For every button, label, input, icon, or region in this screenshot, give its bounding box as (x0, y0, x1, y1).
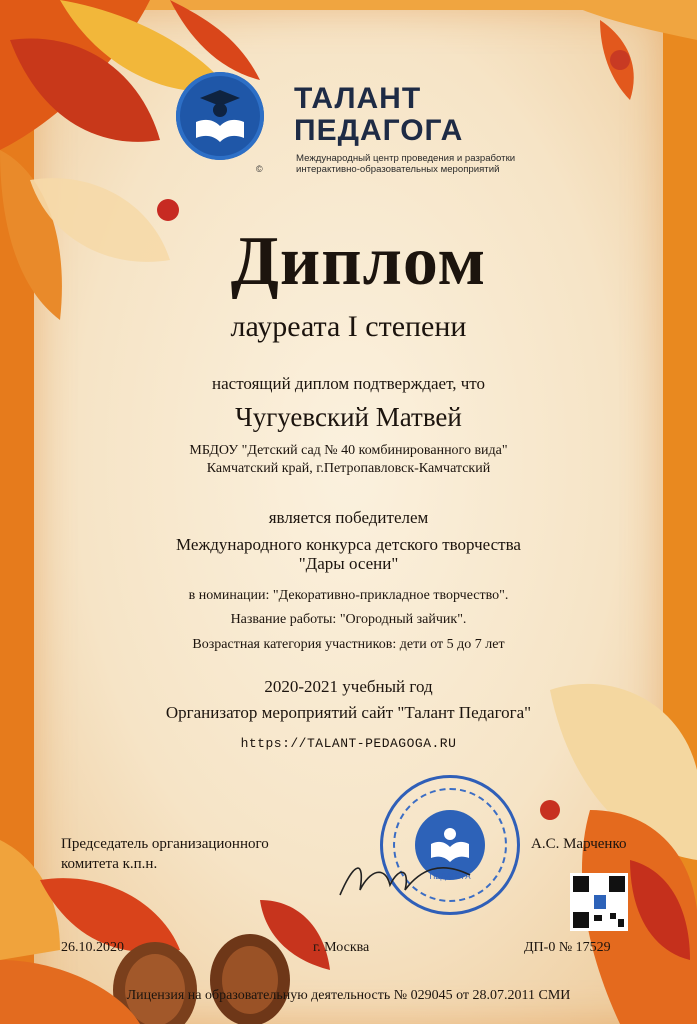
website-link[interactable]: https://TALANT-PEDAGOGA.RU (240, 736, 457, 751)
diploma-number: ДП-0 № 17529 (524, 940, 611, 955)
teacher-book-icon (176, 72, 264, 160)
institution-line-2: Камчатский край, г.Петропавловск-Камчатский (206, 461, 491, 476)
diploma-title: Диплом (230, 223, 487, 300)
confirm-text: настоящий диплом подтверждает, что (212, 374, 485, 393)
chairman-line-2: комитета к.п.н. (61, 856, 158, 872)
stamp-label: ПЕДАГОГА (429, 872, 471, 881)
school-year: 2020-2021 учебный год (264, 677, 433, 696)
brand-line-1: ТАЛАНТ (294, 82, 422, 115)
work-name: Название работы: "Огородный зайчик". (230, 612, 467, 627)
organizer: Организатор мероприятий сайт "Талант Педагога" (165, 703, 532, 722)
logo-emblem (176, 72, 264, 160)
signature (330, 850, 480, 910)
recipient-name: Чугуевский Матвей (235, 402, 462, 432)
age-category: Возрастная категория участников: дети от 5 до 7 лет (192, 637, 505, 652)
issue-date: 26.10.2020 (61, 940, 124, 955)
issue-city: г. Москва (313, 940, 370, 955)
nomination: в номинации: "Декоративно-прикладное творчество". (188, 588, 509, 603)
signer-name: А.С. Марченко (531, 836, 627, 852)
brand-subtitle-2: интерактивно-образовательных мероприятий (296, 164, 500, 175)
license-text: Лицензия на образовательную деятельность № 029045 от 28.07.2011 СМИ (126, 988, 571, 1003)
autumn-leaves-top-right (520, 0, 697, 110)
brand-line-2: ПЕДАГОГА (294, 114, 464, 147)
chairman-line-1: Председатель организационного (61, 836, 269, 852)
contest-line-2: "Дары осени" (298, 554, 399, 573)
contest-line-1: Международного конкурса детского творчества (176, 535, 521, 554)
brand-subtitle-1: Международный центр проведения и разработки (296, 153, 516, 164)
diploma-degree: лауреата I степени (230, 310, 467, 343)
institution-line-1: МБДОУ "Детский сад № 40 комбинированного вида" (189, 443, 508, 458)
winner-text: является победителем (268, 508, 429, 527)
copyright-mark: © (256, 164, 263, 174)
qr-code-icon (570, 873, 628, 931)
